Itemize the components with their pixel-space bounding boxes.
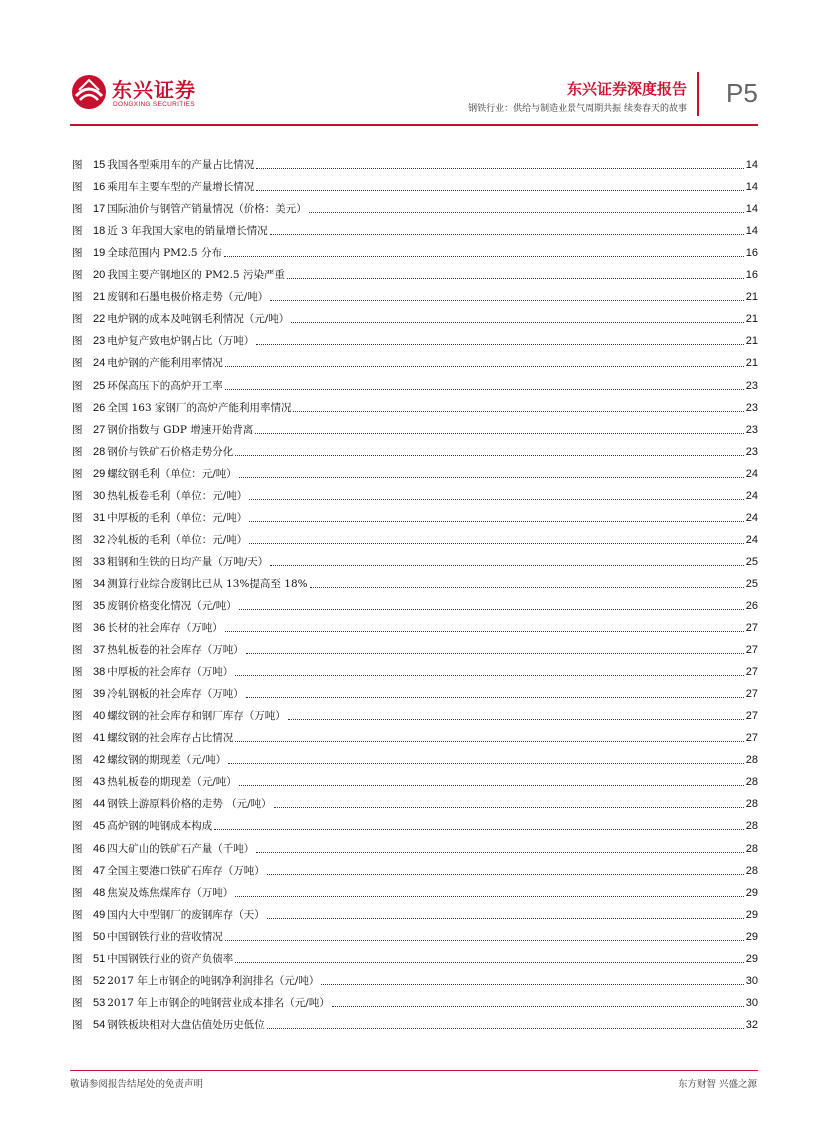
toc-entry-page: 30 <box>745 974 758 987</box>
toc-entry-leader <box>249 521 743 522</box>
toc-entry-page: 24 <box>745 467 758 480</box>
toc-entry-page: 27 <box>745 710 758 723</box>
toc-entry-page: 27 <box>745 644 758 657</box>
toc-entry-number: 53 <box>93 996 106 1009</box>
header-divider <box>697 72 699 116</box>
toc-entry-leader <box>225 366 744 367</box>
toc-entry-number: 21 <box>93 291 106 304</box>
toc-entry-title: 钢铁上游原料价格的走势 （元/吨） <box>107 798 272 811</box>
toc-entry[interactable] <box>72 348 758 370</box>
toc-entry-prefix: 图 <box>72 666 83 679</box>
toc-entry-page: 29 <box>745 886 758 899</box>
toc-entry-page: 28 <box>745 842 758 855</box>
toc-entry-leader <box>235 741 744 742</box>
toc-entry-page: 21 <box>745 313 758 326</box>
toc-entry-page: 23 <box>745 401 758 414</box>
toc-entry-prefix: 图 <box>72 842 83 855</box>
toc-entry-leader <box>287 278 744 279</box>
toc-entry[interactable] <box>72 260 758 282</box>
toc-entry-number: 22 <box>93 313 106 326</box>
toc-entry-title: 电炉钢的产能利用率情况 <box>107 357 223 370</box>
toc-entry-page: 27 <box>745 622 758 635</box>
toc-entry-prefix: 图 <box>72 357 83 370</box>
toc-entry[interactable] <box>72 988 758 1010</box>
toc-entry-title: 全国主要港口铁矿石库存（万吨） <box>107 864 265 877</box>
toc-entry-title: 螺纹钢的社会库存占比情况 <box>107 732 234 745</box>
toc-entry-leader <box>249 499 743 500</box>
toc-entry-number: 35 <box>93 599 106 612</box>
toc-entry-number: 26 <box>93 401 106 414</box>
toc-entry[interactable] <box>72 723 758 745</box>
toc-entry-page: 29 <box>745 930 758 943</box>
toc-entry-title: 螺纹钢的社会库存和钢厂库存（万吨） <box>107 710 286 723</box>
toc-entry-title: 热轧板卷的期现差（元/吨） <box>107 776 237 789</box>
toc-entry-title: 粗钢和生铁的日均产量（万吨/天） <box>107 555 269 568</box>
toc-entry-title: 焦炭及炼焦煤库存（万吨） <box>107 886 234 899</box>
toc-entry-leader <box>267 918 744 919</box>
toc-entry-title: 国际油价与钢管产销量情况（价格：美元） <box>107 203 307 216</box>
toc-entry-leader <box>256 190 744 191</box>
footer-disclaimer: 敬请参阅报告结尾处的免责声明 <box>70 1079 204 1090</box>
toc-entry-leader <box>235 896 744 897</box>
toc-entry[interactable] <box>72 591 758 613</box>
toc-entry[interactable] <box>72 393 758 415</box>
toc-entry-page: 25 <box>745 577 758 590</box>
toc-entry[interactable] <box>72 900 758 922</box>
toc-entry[interactable] <box>72 172 758 194</box>
toc-entry-leader <box>267 874 744 875</box>
toc-entry[interactable] <box>72 150 758 172</box>
toc-entry-title: 热轧板卷的社会库存（万吨） <box>107 644 244 657</box>
toc-entry[interactable] <box>72 657 758 679</box>
toc-entry-prefix: 图 <box>72 644 83 657</box>
toc-entry-number: 46 <box>93 842 106 855</box>
toc-entry-prefix: 图 <box>72 732 83 745</box>
toc-entry-prefix: 图 <box>72 423 83 436</box>
toc-entry[interactable] <box>72 569 758 591</box>
toc-entry-number: 32 <box>93 533 106 546</box>
toc-entry-page: 24 <box>745 489 758 502</box>
toc-entry-title: 2017 年上市钢企的吨钢营业成本排名（元/吨） <box>107 996 330 1009</box>
toc-entry-title: 长材的社会库存（万吨） <box>107 622 223 635</box>
toc-entry[interactable] <box>72 789 758 811</box>
toc-entry[interactable] <box>72 944 758 966</box>
toc-entry-number: 25 <box>93 379 106 392</box>
toc-entry-prefix: 图 <box>72 181 83 194</box>
toc-entry[interactable] <box>72 238 758 260</box>
toc-entry-prefix: 图 <box>72 511 83 524</box>
toc-entry-prefix: 图 <box>72 864 83 877</box>
toc-entry-title: 中厚板的社会库存（万吨） <box>107 666 234 679</box>
toc-entry-number: 47 <box>93 864 106 877</box>
toc-entry[interactable] <box>72 767 758 789</box>
toc-entry[interactable] <box>72 613 758 635</box>
toc-entry-page: 16 <box>745 247 758 260</box>
toc-entry[interactable] <box>72 459 758 481</box>
toc-entry-prefix: 图 <box>72 754 83 767</box>
toc-entry-title: 中国钢铁行业的资产负债率 <box>107 952 234 965</box>
toc-entry-number: 34 <box>93 577 106 590</box>
toc-entry-page: 32 <box>745 1018 758 1031</box>
toc-entry-prefix: 图 <box>72 974 83 987</box>
toc-entry-leader <box>235 962 744 963</box>
toc-entry-title: 四大矿山的铁矿石产量（千吨） <box>107 842 255 855</box>
toc-entry[interactable] <box>72 1010 758 1032</box>
toc-entry-leader <box>224 256 744 257</box>
toc-entry-page: 28 <box>745 820 758 833</box>
toc-entry-number: 19 <box>93 247 106 260</box>
toc-entry-prefix: 图 <box>72 445 83 458</box>
toc-entry-page: 25 <box>745 555 758 568</box>
toc-entry-number: 33 <box>93 555 106 568</box>
toc-entry-page: 14 <box>745 225 758 238</box>
toc-entry-leader <box>267 1028 744 1029</box>
toc-entry-leader <box>239 477 744 478</box>
toc-entry-page: 28 <box>745 754 758 767</box>
toc-entry-title: 乘用车主要车型的产量增长情况 <box>107 181 255 194</box>
toc-entry-leader <box>256 852 744 853</box>
toc-entry-leader <box>321 984 743 985</box>
toc-entry-page: 14 <box>745 159 758 172</box>
toc-entry-title: 热轧板卷毛利（单位：元/吨） <box>107 489 248 502</box>
toc-entry-title: 环保高压下的高炉开工率 <box>107 379 223 392</box>
toc-entry-leader <box>225 631 744 632</box>
toc-entry[interactable] <box>72 216 758 238</box>
toc-entry-number: 36 <box>93 622 106 635</box>
toc-entry-prefix: 图 <box>72 225 83 238</box>
toc-entry-title: 国内大中型钢厂的废钢库存（天） <box>107 908 265 921</box>
toc-entry-prefix: 图 <box>72 710 83 723</box>
toc-entry[interactable] <box>72 326 758 348</box>
toc-entry-number: 42 <box>93 754 106 767</box>
toc-entry-number: 15 <box>93 159 106 172</box>
toc-entry-leader <box>214 829 744 830</box>
toc-entry[interactable] <box>72 922 758 944</box>
toc-entry-leader <box>239 609 744 610</box>
toc-entry-page: 28 <box>745 864 758 877</box>
footer-slogan: 东方财智 兴盛之源 <box>677 1079 757 1090</box>
toc-entry-leader <box>270 300 743 301</box>
toc-entry[interactable] <box>72 415 758 437</box>
toc-entry[interactable] <box>72 370 758 392</box>
toc-entry-number: 52 <box>93 974 106 987</box>
toc-entry-leader <box>239 785 744 786</box>
toc-entry-leader <box>274 807 744 808</box>
toc-entry-number: 18 <box>93 225 106 238</box>
toc-entry-prefix: 图 <box>72 247 83 260</box>
page-header <box>0 0 827 130</box>
toc-entry-prefix: 图 <box>72 930 83 943</box>
toc-entry-number: 20 <box>93 269 106 282</box>
toc-entry-leader <box>291 322 743 323</box>
toc-entry-number: 37 <box>93 644 106 657</box>
toc-entry-page: 29 <box>745 952 758 965</box>
toc-entry-leader <box>235 675 744 676</box>
toc-entry-prefix: 图 <box>72 577 83 590</box>
toc-entry[interactable] <box>72 635 758 657</box>
toc-entry-page: 23 <box>745 445 758 458</box>
toc-entry-page: 30 <box>745 996 758 1009</box>
toc-entry-number: 16 <box>93 181 106 194</box>
toc-entry-prefix: 图 <box>72 599 83 612</box>
toc-entry-leader <box>293 411 743 412</box>
toc-entry[interactable] <box>72 833 758 855</box>
toc-entry-prefix: 图 <box>72 313 83 326</box>
toc-entry-number: 39 <box>93 688 106 701</box>
toc-entry-prefix: 图 <box>72 886 83 899</box>
logo-name-cn: 东兴证券 <box>112 78 196 102</box>
toc-entry-number: 51 <box>93 952 106 965</box>
toc-entry[interactable] <box>72 966 758 988</box>
toc-entry-page: 27 <box>745 666 758 679</box>
toc-entry[interactable] <box>72 437 758 459</box>
toc-entry-page: 21 <box>745 335 758 348</box>
toc-entry-page: 27 <box>745 688 758 701</box>
toc-entry-prefix: 图 <box>72 1018 83 1031</box>
toc-entry-number: 50 <box>93 930 106 943</box>
toc-entry-prefix: 图 <box>72 269 83 282</box>
toc-entry-prefix: 图 <box>72 159 83 172</box>
toc-entry-title: 电炉复产致电炉钢占比（万吨） <box>107 335 255 348</box>
toc-entry-leader <box>270 234 744 235</box>
toc-entry-title: 钢铁板块相对大盘估值处历史低位 <box>107 1018 265 1031</box>
logo-name-en: DONGXING SECURITIES <box>113 101 195 108</box>
toc-entry-prefix: 图 <box>72 335 83 348</box>
toc-entry-leader <box>255 433 743 434</box>
toc-entry-page: 27 <box>745 732 758 745</box>
toc-entry[interactable] <box>72 679 758 701</box>
toc-entry-leader <box>246 653 744 654</box>
toc-entry-leader <box>309 212 744 213</box>
toc-entry-title: 冷轧钢板的社会库存（万吨） <box>107 688 244 701</box>
toc-entry-title: 2017 年上市钢企的吨钢净利润排名（元/吨） <box>107 974 320 987</box>
toc-entry-number: 23 <box>93 335 106 348</box>
toc-entry-leader <box>235 455 744 456</box>
toc-entry-prefix: 图 <box>72 533 83 546</box>
toc-entry-title: 中厚板的毛利（单位：元/吨） <box>107 511 248 524</box>
toc-entry-number: 44 <box>93 798 106 811</box>
toc-entry-title: 近 3 年我国大家电的销量增长情况 <box>107 225 268 238</box>
toc-entry-prefix: 图 <box>72 820 83 833</box>
toc-entry-number: 24 <box>93 357 106 370</box>
toc-entry-page: 14 <box>745 181 758 194</box>
toc-entry[interactable] <box>72 304 758 326</box>
toc-entry-prefix: 图 <box>72 467 83 480</box>
toc-entry-leader <box>246 697 744 698</box>
toc-entry[interactable] <box>72 856 758 878</box>
toc-entry[interactable] <box>72 701 758 723</box>
toc-entry[interactable] <box>72 194 758 216</box>
toc-entry-leader <box>225 940 744 941</box>
toc-entry-number: 27 <box>93 423 106 436</box>
toc-entry-page: 29 <box>745 908 758 921</box>
toc-entry-number: 49 <box>93 908 106 921</box>
toc-entry-prefix: 图 <box>72 379 83 392</box>
toc-entry-leader <box>225 389 744 390</box>
toc-entry-title: 螺纹钢毛利（单位：元/吨） <box>107 467 237 480</box>
toc-entry-prefix: 图 <box>72 203 83 216</box>
toc-entry-number: 54 <box>93 1018 106 1031</box>
toc-entry-page: 21 <box>745 291 758 304</box>
toc-entry-title: 废钢和石墨电极价格走势（元/吨） <box>107 291 269 304</box>
report-subtitle: 钢铁行业：供给与制造业景气周期共振 续奏春天的故事 <box>468 104 687 114</box>
toc-entry[interactable] <box>72 282 758 304</box>
toc-entry-page: 23 <box>745 423 758 436</box>
toc-entry-leader <box>270 565 743 566</box>
toc-entry-page: 28 <box>745 798 758 811</box>
toc-entry[interactable] <box>72 481 758 503</box>
figure-table-of-contents <box>72 150 758 1032</box>
toc-entry-prefix: 图 <box>72 555 83 568</box>
toc-entry-title: 我国主要产钢地区的 PM2.5 污染严重 <box>107 269 285 282</box>
toc-entry-prefix: 图 <box>72 622 83 635</box>
toc-entry-page: 14 <box>745 203 758 216</box>
toc-entry-page: 16 <box>745 269 758 282</box>
toc-entry-prefix: 图 <box>72 798 83 811</box>
toc-entry-title: 测算行业综合废钢比已从 13%提高至 18% <box>107 577 308 590</box>
toc-entry-leader <box>332 1006 744 1007</box>
toc-entry-page: 28 <box>745 776 758 789</box>
page-number: P5 <box>726 78 758 108</box>
toc-entry-page: 26 <box>745 599 758 612</box>
toc-entry-title: 钢价指数与 GDP 增速开始背离 <box>107 423 254 436</box>
toc-entry-page: 24 <box>745 533 758 546</box>
toc-entry-leader <box>288 719 744 720</box>
toc-entry-number: 38 <box>93 666 106 679</box>
toc-entry-number: 28 <box>93 445 106 458</box>
toc-entry-title: 冷轧板的毛利（单位：元/吨） <box>107 533 248 546</box>
toc-entry-title: 中国钢铁行业的营收情况 <box>107 930 223 943</box>
toc-entry-number: 41 <box>93 732 106 745</box>
toc-entry-prefix: 图 <box>72 996 83 1009</box>
toc-entry-page: 23 <box>745 379 758 392</box>
toc-entry-leader <box>310 587 744 588</box>
toc-entry-prefix: 图 <box>72 908 83 921</box>
toc-entry[interactable] <box>72 745 758 767</box>
toc-entry[interactable] <box>72 878 758 900</box>
toc-entry-title: 螺纹钢的期现差（元/吨） <box>107 754 227 767</box>
report-title: 东兴证券深度报告 <box>566 80 687 98</box>
toc-entry[interactable] <box>72 503 758 525</box>
toc-entry-number: 45 <box>93 820 106 833</box>
toc-entry-number: 31 <box>93 511 106 524</box>
toc-entry-prefix: 图 <box>72 952 83 965</box>
toc-entry-leader <box>228 763 743 764</box>
toc-entry-number: 40 <box>93 710 106 723</box>
toc-entry-title: 高炉钢的吨钢成本构成 <box>107 820 213 833</box>
toc-entry-number: 29 <box>93 467 106 480</box>
toc-entry-number: 30 <box>93 489 106 502</box>
toc-entry-number: 48 <box>93 886 106 899</box>
toc-entry[interactable] <box>72 811 758 833</box>
toc-entry-title: 全国 163 家钢厂的高炉产能利用率情况 <box>107 401 292 414</box>
toc-entry-prefix: 图 <box>72 688 83 701</box>
footer-rule <box>70 1070 758 1071</box>
toc-entry-title: 废钢价格变化情况（元/吨） <box>107 599 237 612</box>
toc-entry-prefix: 图 <box>72 489 83 502</box>
toc-entry-prefix: 图 <box>72 776 83 789</box>
toc-entry-prefix: 图 <box>72 401 83 414</box>
toc-entry-title: 我国各型乘用车的产量占比情况 <box>107 159 255 172</box>
toc-entry-leader <box>256 168 744 169</box>
toc-entry-prefix: 图 <box>72 291 83 304</box>
toc-entry-title: 全球范围内 PM2.5 分布 <box>107 247 222 260</box>
toc-entry-page: 21 <box>745 357 758 370</box>
toc-entry-number: 43 <box>93 776 106 789</box>
toc-entry[interactable] <box>72 525 758 547</box>
toc-entry-leader <box>256 344 744 345</box>
toc-entry-leader <box>249 543 743 544</box>
toc-entry-number: 17 <box>93 203 106 216</box>
toc-entry[interactable] <box>72 547 758 569</box>
toc-entry-page: 24 <box>745 511 758 524</box>
toc-entry-title: 钢价与铁矿石价格走势分化 <box>107 445 234 458</box>
toc-entry-title: 电炉钢的成本及吨钢毛利情况（元/吨） <box>107 313 290 326</box>
header-rule <box>70 124 758 126</box>
